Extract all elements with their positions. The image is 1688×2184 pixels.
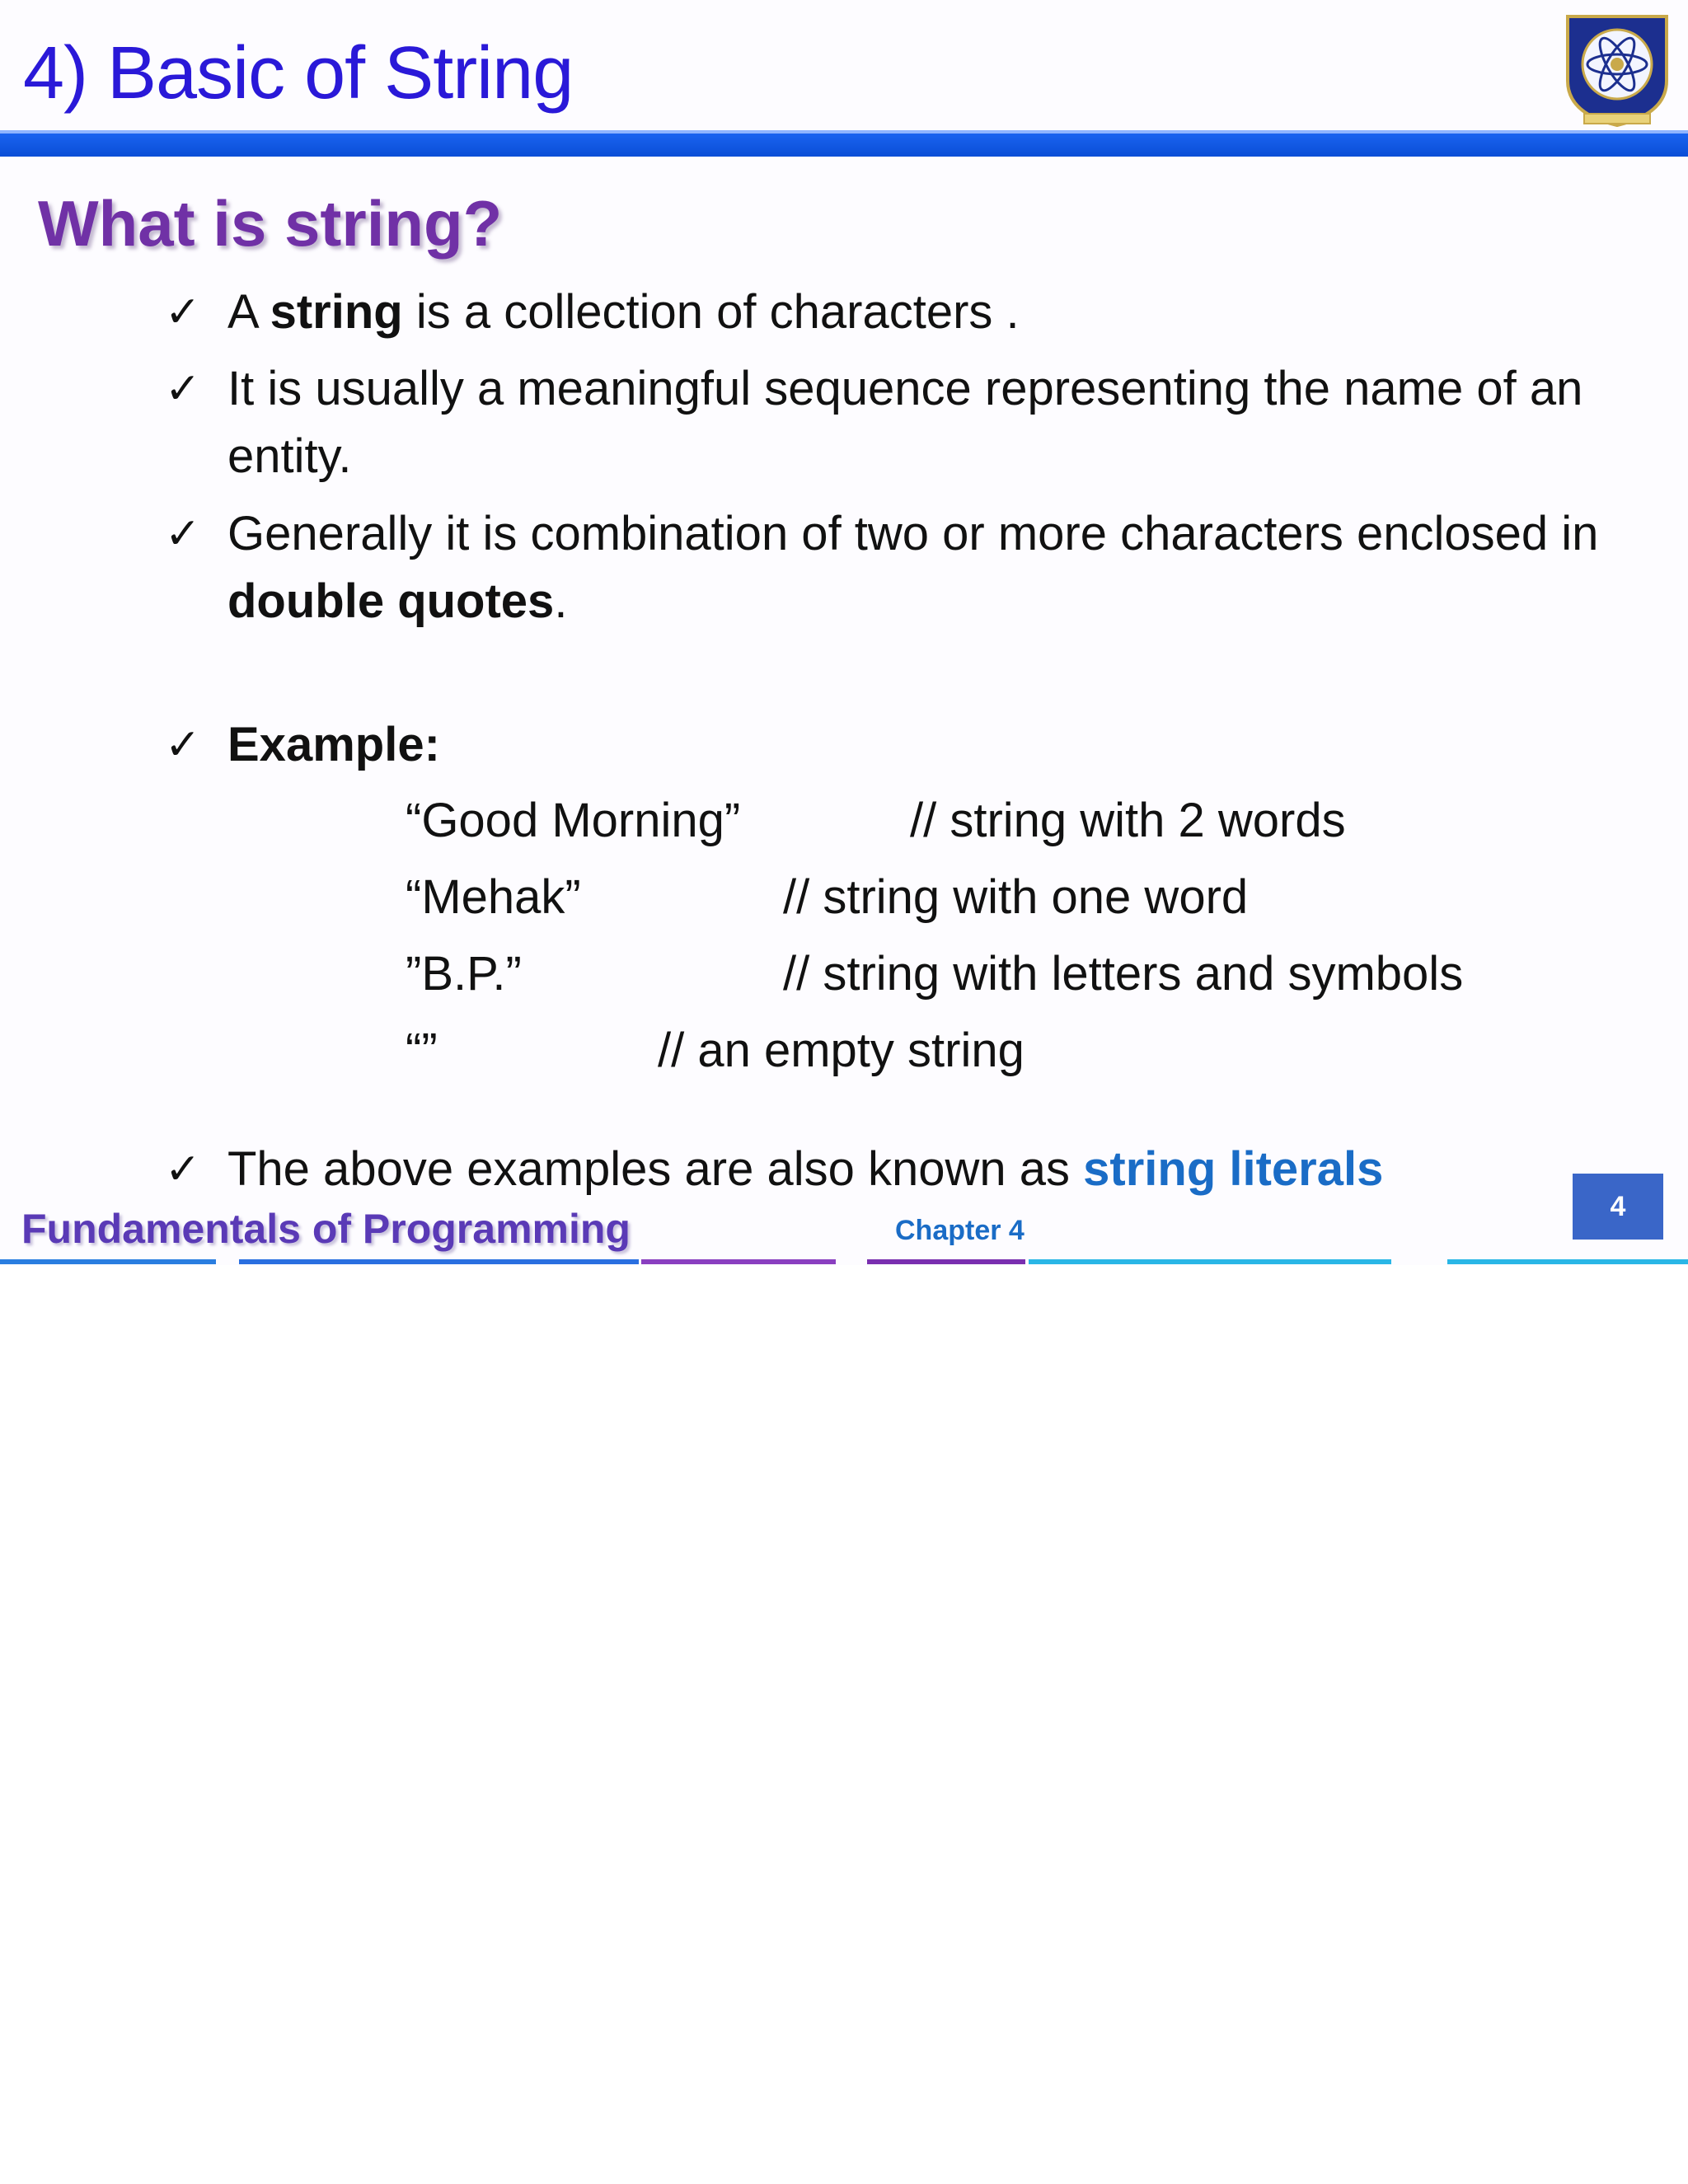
example-value: “Mehak” [406,870,581,924]
example-value: “Good Morning” [406,794,741,847]
bullet-text: Generally it is combination of two or more characters enclosed in double quotes. [227,507,1599,628]
check-icon: ✓ [165,288,201,337]
string-literals-term: string literals [1083,1142,1384,1196]
bold-term: double quotes [227,574,555,628]
check-icon: ✓ [165,364,201,414]
example-label: Example: [227,718,440,771]
check-icon: ✓ [165,720,201,770]
bullet-text: It is usually a meaningful sequence representing the name of an entity. [227,362,1583,483]
bullet-definition [165,279,1640,346]
footer-line-segment [867,1259,1025,1264]
bullet-text: The above examples are also known as string literals [227,1142,1384,1196]
example-comment: // string with 2 words [910,794,1346,847]
university-logo [1559,5,1675,129]
bullet-text: A string is a collection of characters . [227,285,1020,339]
section-heading: What is string? [38,187,503,260]
title-rule [0,134,1688,157]
example-comment: // string with one word [783,870,1249,924]
example-comment: // an empty string [658,1024,1025,1077]
bold-term: string [270,285,403,339]
example-comment: // string with letters and symbols [783,947,1464,1001]
bullet-literals [165,1136,1640,1203]
bullet-example-label [165,711,1640,779]
slide-title: 4) Basic of String [23,32,574,115]
check-icon: ✓ [165,1145,201,1194]
example-value: “” [406,1024,438,1077]
footer-line-segment [641,1259,836,1264]
footer-line-segment [0,1259,216,1264]
footer-line-segment [239,1259,639,1264]
footer-chapter: Chapter 4 [895,1215,1025,1246]
bullet-combination [165,500,1640,635]
footer-line-segment [1447,1259,1688,1264]
footer-line-segment [1029,1259,1391,1264]
bullet-meaning [165,355,1640,490]
example-value: ”B.P.” [406,947,522,1001]
check-icon: ✓ [165,509,201,559]
page-number: 4 [1573,1174,1663,1240]
footer-course-title: Fundamentals of Programming [21,1206,631,1252]
